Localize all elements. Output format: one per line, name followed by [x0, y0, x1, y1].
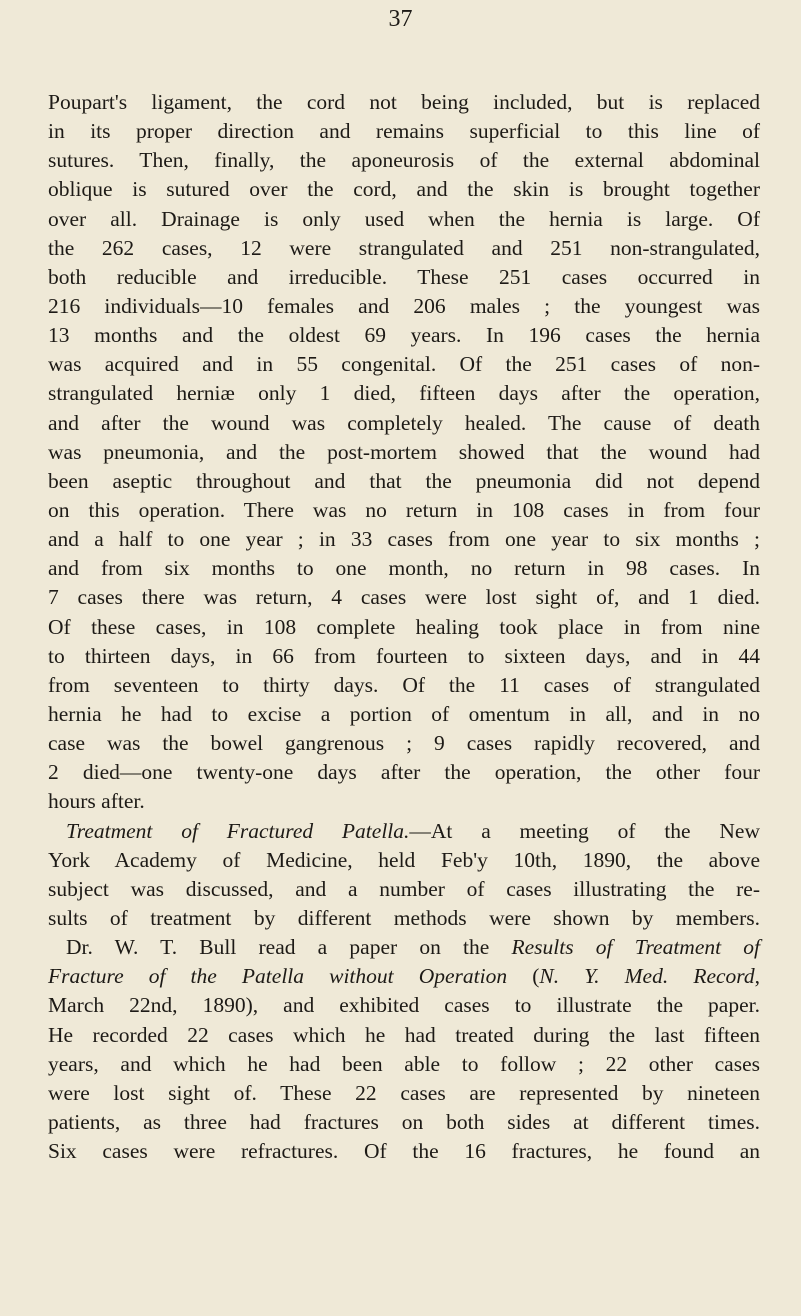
text-line: March 22nd, 1890), and exhibited cases to illustrate the paper. — [48, 993, 760, 1018]
text-line: on this operation. There was no return in 108 cases in from four — [48, 497, 760, 522]
text-line — [48, 962, 760, 991]
text-line: in its proper direction and remains superficial to this line of — [48, 119, 760, 144]
text-line: Of these cases, in 108 complete healing took place in from nine — [48, 614, 760, 639]
text-line: subject was discussed, and a number of cases illustrating the re- — [48, 876, 760, 901]
text-line: and after the wound was completely healed. The cause of death — [48, 410, 760, 435]
text-line: to thirteen days, in 66 from fourteen to sixteen days, and in 44 — [48, 643, 760, 668]
text-line: and from six months to one month, no return in 98 cases. In — [48, 556, 760, 581]
text-line: oblique is sutured over the cord, and the skin is brought together — [48, 177, 760, 202]
text-line: been aseptic throughout and that the pneumonia did not depend — [48, 468, 760, 493]
text-line: was pneumonia, and the post-mortem showed that the wound had — [48, 439, 760, 464]
text-line: case was the bowel gangrenous ; 9 cases rapidly recovered, and — [48, 731, 760, 756]
text-line — [48, 933, 760, 962]
text-line: 13 months and the oldest 69 years. In 196 cases the hernia — [48, 323, 760, 348]
text-line: years, and which he had been able to follow ; 22 other cases — [48, 1051, 760, 1076]
text-line: sults of treatment by different methods were shown by members. — [48, 905, 760, 930]
text-line — [48, 817, 760, 846]
text-line: and a half to one year ; in 33 cases from one year to six months ; — [48, 527, 760, 552]
text-line: sutures. Then, finally, the aponeurosis of the external abdominal — [48, 148, 760, 173]
text-line: the 262 cases, 12 were strangulated and 251 non-strangulated, — [48, 235, 760, 260]
text-line: York Academy of Medicine, held Feb'y 10th, 1890, the above — [48, 847, 760, 872]
text-line: 7 cases there was return, 4 cases were lost sight of, and 1 died. — [48, 585, 760, 610]
text-line: both reducible and irreducible. These 251 cases occurred in — [48, 264, 760, 289]
text-line: from seventeen to thirty days. Of the 11 cases of strangulated — [48, 672, 760, 697]
text-segment: ( — [507, 964, 540, 989]
italic-text: Results of Treatment of — [511, 935, 760, 960]
text-line: patients, as three had fractures on both sides at different times. — [48, 1109, 760, 1134]
text-line: He recorded 22 cases which he had treated during the last fifteen — [48, 1022, 760, 1047]
text-line: 216 individuals—10 females and 206 males ; the youngest was — [48, 293, 760, 318]
italic-text: Fracture of the Patella without Operation — [48, 964, 508, 989]
text-line: over all. Drainage is only used when the hernia is large. Of — [48, 206, 760, 231]
text-line: 2 died—one twenty-one days after the operation, the other four — [48, 760, 760, 785]
text-line: were lost sight of. These 22 cases are represented by nineteen — [48, 1080, 760, 1105]
text-line: was acquired and in 55 congenital. Of the 251 cases of non- — [48, 352, 760, 377]
page-number: 37 — [388, 6, 413, 32]
italic-text: N. Y. Med. Record — [539, 964, 755, 989]
text-line: hernia he had to excise a portion of omentum in all, and in no — [48, 701, 760, 726]
body-text — [48, 88, 760, 1166]
text-segment: —At a meeting of the New — [409, 818, 760, 843]
text-line: Poupart's ligament, the cord not being included, but is replaced — [48, 90, 760, 114]
italic-text: Treatment of Fractured Patella. — [66, 818, 410, 843]
text-segment: , — [754, 964, 760, 989]
text-segment: Dr. W. T. Bull read a paper on the — [66, 935, 512, 960]
text-line: hours after. — [48, 789, 145, 814]
text-line: Six cases were refractures. Of the 16 fractures, he found an — [48, 1139, 760, 1164]
text-line: strangulated herniæ only 1 died, fifteen days after the operation, — [48, 381, 760, 406]
